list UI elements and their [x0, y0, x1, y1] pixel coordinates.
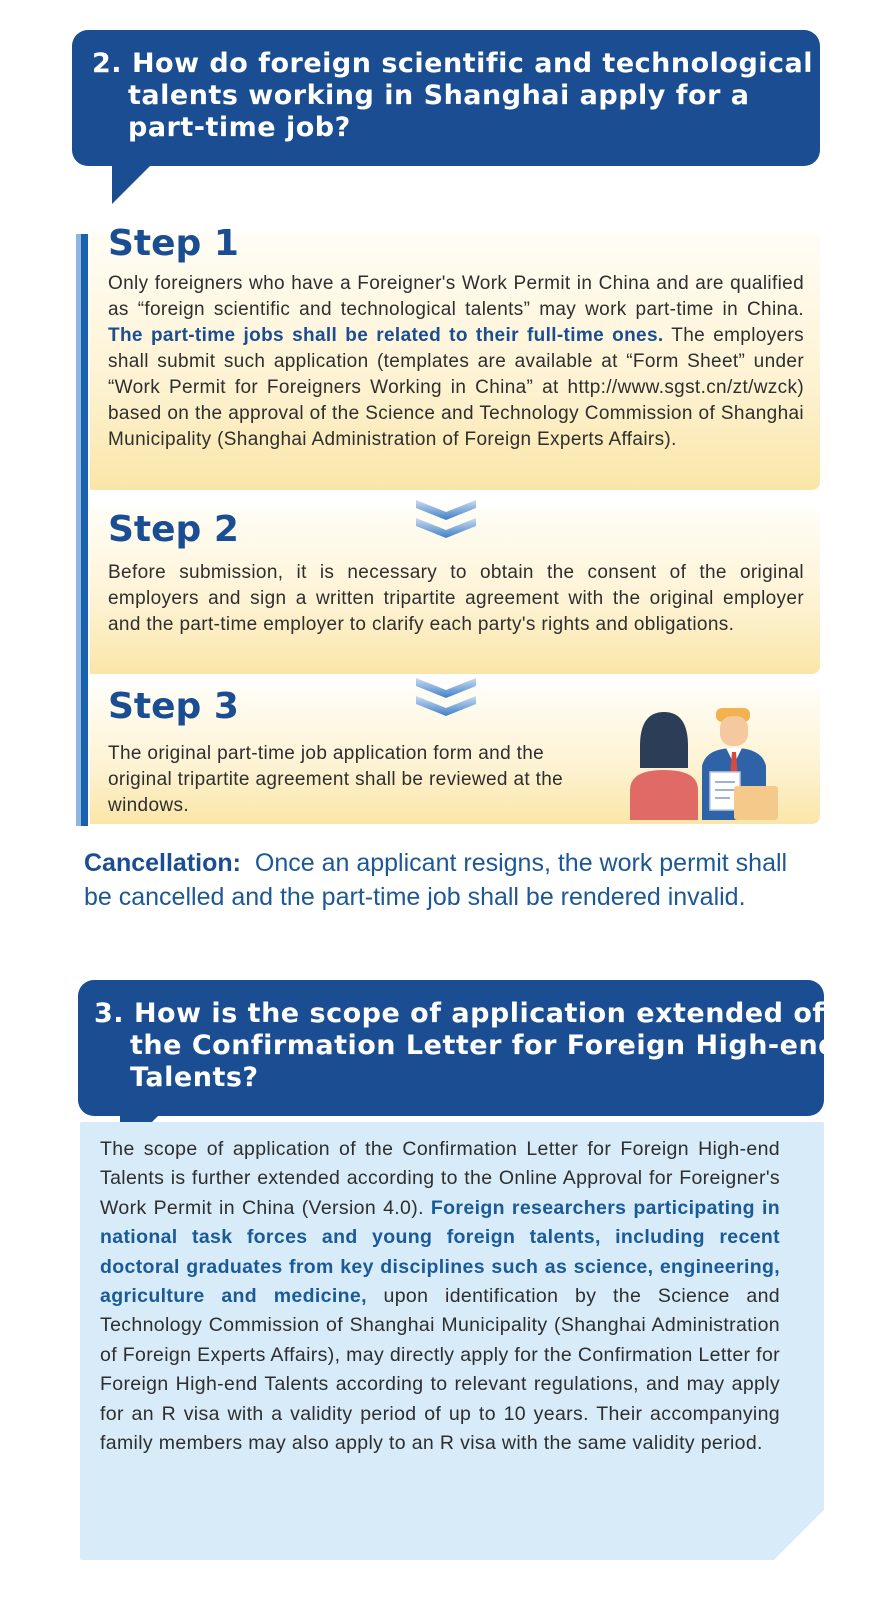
question-3-line-2: the Confirmation Letter for Foreign High-end [130, 1030, 838, 1061]
double-chevron-down-icon [414, 498, 478, 542]
officer-face [720, 716, 748, 746]
desk [734, 786, 778, 820]
question-2-line-3: part-time job? [128, 112, 351, 143]
info-panel-folded-corner [774, 1510, 824, 1560]
consultation-illustration [630, 698, 802, 820]
step-2-heading: Step 2 [108, 509, 239, 550]
question-3-line-3: Talents? [130, 1062, 259, 1093]
steps-side-bar [76, 234, 88, 826]
double-chevron-down-icon [414, 676, 478, 720]
cancellation-text: Once an applicant resigns, the work permit shall be cancelled and the part-time job shall be rendered invalid. [84, 849, 788, 911]
step-1-text [108, 271, 804, 453]
step-3-text: The original part-time job application form and the original tripartite agreement shall be reviewed at the windows. [108, 743, 564, 816]
step-1-text-highlight: The part-time jobs shall be related to their full-time ones. [108, 325, 664, 346]
info-text-intro: The scope of application of the Confirmation Letter for Foreign High-end Talents is further extended according to the Online Approval for Foreigner's Work Permit in China (Version 4.0). [100, 1138, 780, 1219]
question-3-line-1: 3. How is the scope of application extended of [94, 998, 825, 1029]
question-2-banner [72, 30, 820, 166]
applicant-body [630, 770, 698, 820]
cancellation-note [84, 846, 814, 914]
question-2-line-1: 2. How do foreign scientific and technological [92, 48, 814, 79]
step-3-heading: Step 3 [108, 686, 239, 727]
cancellation-label: Cancellation: [84, 849, 241, 877]
applicant-hair [640, 712, 688, 768]
step-1-text-rest: The employers shall submit such application (templates are available at “Form Sheet” under “Work Permit for Foreigners Working in China” at http://www.sgst.cn/zt/wzck) based on the approval of the Science and Technology Commission of Shanghai Municipality (Shanghai Administration of Foreign Experts Affairs). [108, 325, 804, 450]
step-2-text: Before submission, it is necessary to obtain the consent of the original employers and sign a written tripartite agreement with the original employer and the part-time employer to clarify each party's rights and obligations. [108, 562, 804, 635]
info-text-rest: upon identification by the Science and Technology Commission of Shanghai Municipality (Shanghai Administration of Foreign Experts Affairs), may directly apply for the Confirmation Letter for Foreign High-end Talents according to relevant regulations, and may apply for an R visa with a validity period of up to 10 years. Their accompanying family members may also apply to an R visa with the same validity period. [100, 1285, 780, 1455]
info-text [100, 1135, 780, 1458]
step-1-text-intro: Only foreigners who have a Foreigner's Work Permit in China and are qualified as “foreign scientific and technological talents” may work part-time in China. [108, 273, 804, 320]
question-2-line-2: talents working in Shanghai apply for a [128, 80, 750, 111]
info-text-highlight: Foreign researchers participating in national task forces and young foreign talents, including recent doctoral graduates from key disciplines such as science, engineering, agriculture and medicine, [100, 1196, 780, 1308]
question-3-banner [78, 980, 838, 1116]
step-1-heading: Step 1 [108, 223, 239, 264]
